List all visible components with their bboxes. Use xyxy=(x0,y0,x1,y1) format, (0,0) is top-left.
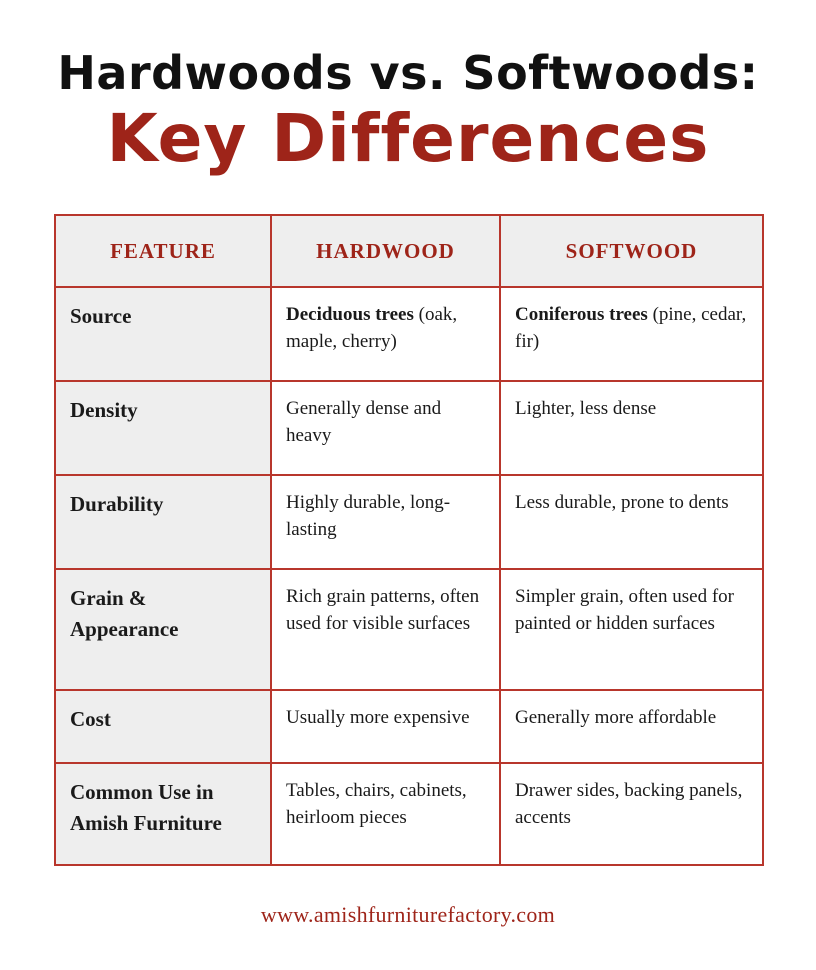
feature-cell: Grain & Appearance xyxy=(55,569,271,690)
hardwood-cell: Usually more expensive xyxy=(271,690,500,763)
website-url: www.amishfurniturefactory.com xyxy=(260,902,556,927)
softwood-bold-text: Coniferous trees xyxy=(515,304,648,325)
hardwood-cell: Highly durable, long-lasting xyxy=(271,475,500,569)
header-softwood: SOFTWOOD xyxy=(500,215,763,287)
title-line-1: Hardwoods vs. Softwoods: xyxy=(57,46,759,100)
softwood-cell xyxy=(500,287,763,381)
table-row xyxy=(55,475,763,569)
hardwood-cell: Rich grain patterns, often used for visible surfaces xyxy=(271,569,500,690)
softwood-cell: Lighter, less dense xyxy=(500,381,763,475)
hardwood-cell xyxy=(271,287,500,381)
table-row xyxy=(55,690,763,763)
table-row xyxy=(55,569,763,690)
softwood-cell: Drawer sides, backing panels, accents xyxy=(500,763,763,865)
hardwood-bold-text: Deciduous trees xyxy=(286,304,414,325)
table-row xyxy=(55,381,763,475)
header-hardwood: HARDWOOD xyxy=(271,215,500,287)
header-feature: FEATURE xyxy=(55,215,271,287)
softwood-cell: Less durable, prone to dents xyxy=(500,475,763,569)
feature-cell: Cost xyxy=(55,690,271,763)
title-line-2: Key Differences xyxy=(106,100,710,177)
hardwood-cell: Tables, chairs, cabinets, heirloom pieces xyxy=(271,763,500,865)
softwood-cell: Generally more affordable xyxy=(500,690,763,763)
feature-cell: Density xyxy=(55,381,271,475)
feature-cell: Common Use in Amish Furniture xyxy=(55,763,271,865)
table-row xyxy=(55,287,763,381)
comparison-table xyxy=(54,214,764,866)
hardwood-text: (oak, maple, cherry) xyxy=(286,304,458,352)
hardwood-cell: Generally dense and heavy xyxy=(271,381,500,475)
softwood-text: (pine, cedar, fir) xyxy=(515,304,747,352)
feature-cell: Durability xyxy=(55,475,271,569)
table-header-row xyxy=(55,215,763,287)
softwood-cell: Simpler grain, often used for painted or hidden surfaces xyxy=(500,569,763,690)
table-row xyxy=(55,763,763,865)
feature-cell: Source xyxy=(55,287,271,381)
